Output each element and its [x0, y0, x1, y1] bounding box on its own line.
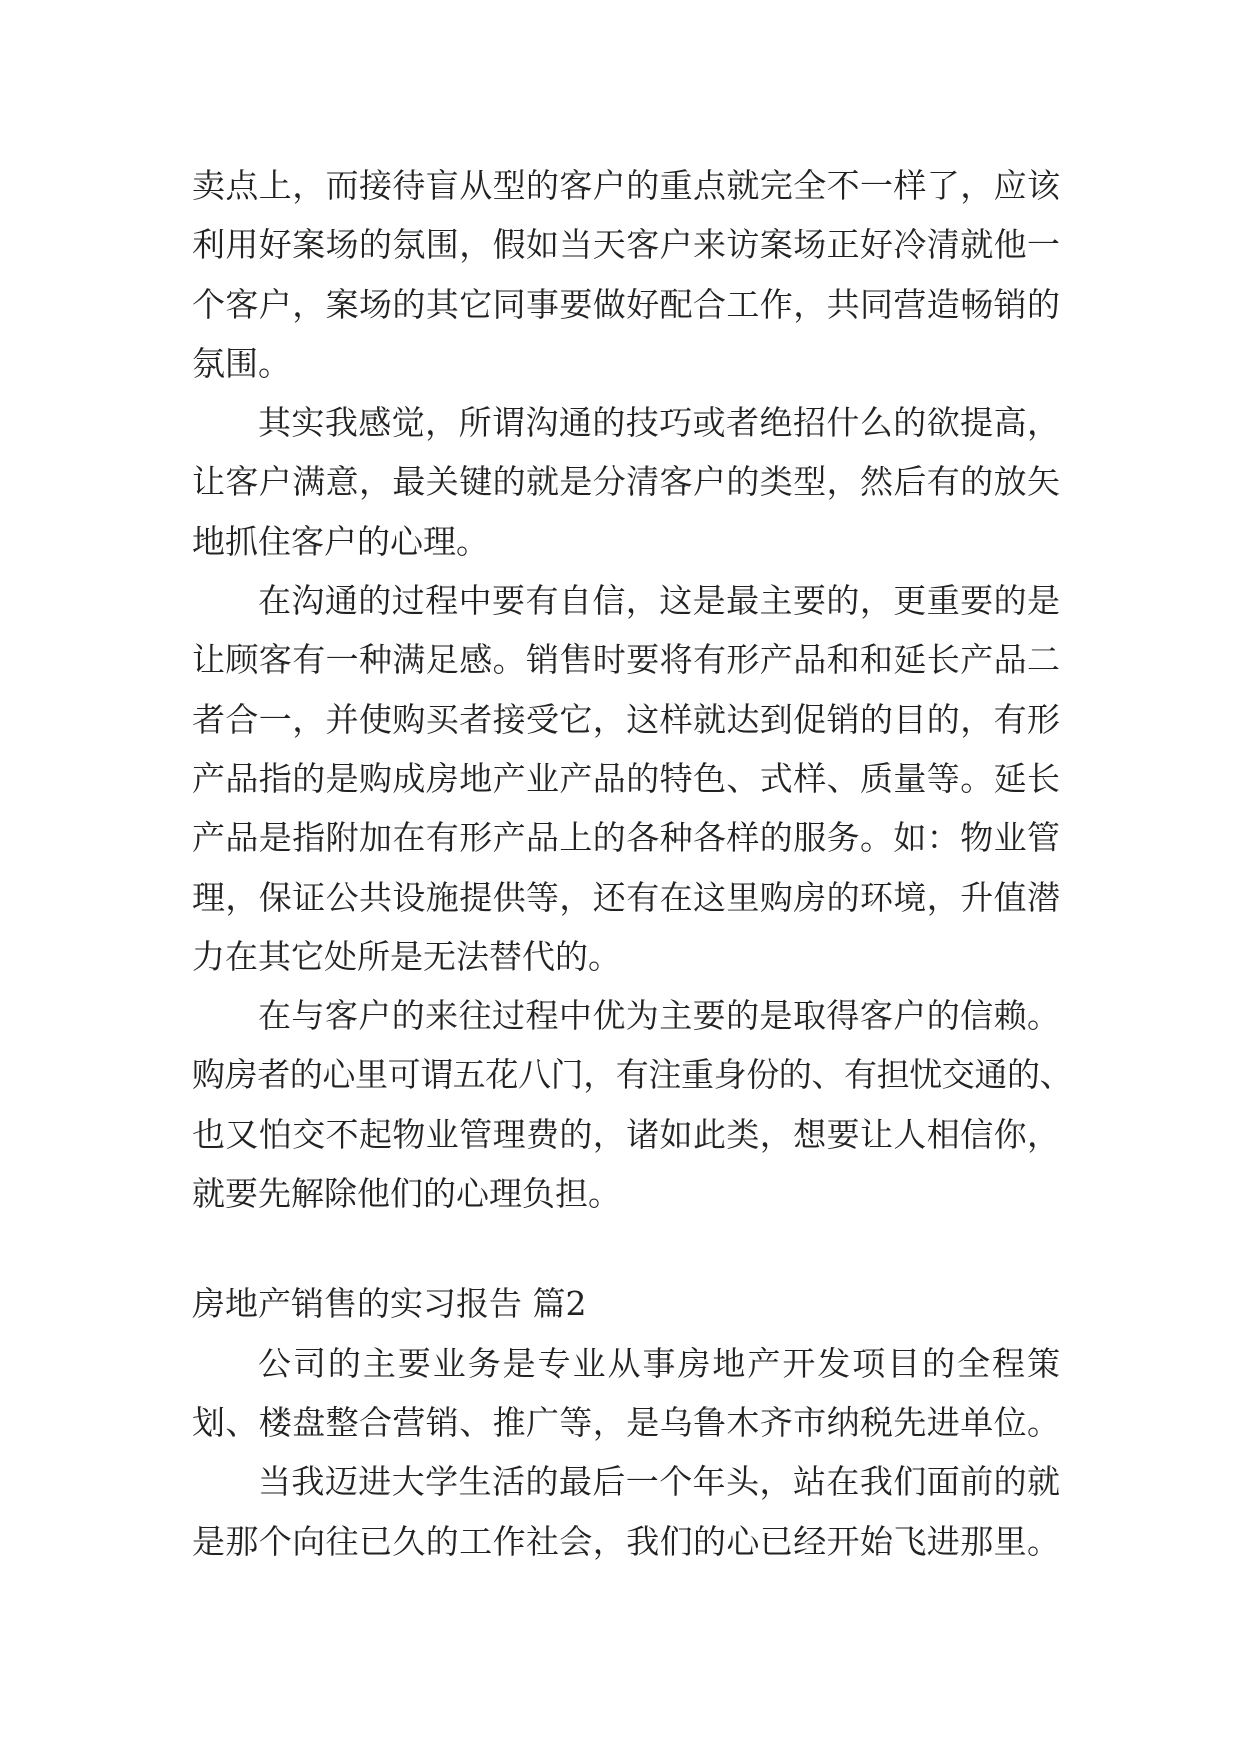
paragraph-line: 力在其它处所是无法替代的。: [192, 936, 621, 976]
paragraph-line: 让客户满意，最关键的就是分清客户的类型，然后有的放矢: [192, 462, 1060, 502]
paragraph: [192, 393, 1060, 571]
paragraph-line: 利用好案场的氛围，假如当天客户来访案场正好冷清就他一: [192, 225, 1060, 265]
paragraph-line: 其实我感觉，所谓沟通的技巧或者绝招什么的欲提高，: [258, 403, 1060, 443]
paragraph-line: 让顾客有一种满足感。销售时要将有形产品和和延长产品二: [192, 640, 1060, 680]
paragraph-line: 公司的主要业务是专业从事房地产开发项目的全程策: [258, 1343, 1060, 1383]
section-heading: 房地产销售的实习报告 篇2: [192, 1284, 587, 1324]
paragraph-line: 氛围。: [192, 343, 291, 383]
paragraph-line: 也又怕交不起物业管理费的，诸如此类，想要让人相信你，: [192, 1114, 1060, 1154]
paragraph-line: 者合一，并使购买者接受它，这样就达到促销的目的，有形: [192, 699, 1060, 739]
paragraph-line: 卖点上，而接待盲从型的客户的重点就完全不一样了，应该: [192, 166, 1060, 205]
paragraph-line: 在沟通的过程中要有自信，这是最主要的，更重要的是: [258, 581, 1060, 621]
paragraph: [192, 1334, 1060, 1453]
document-body: [192, 156, 1073, 1571]
paragraph-line: 当我迈进大学生活的最后一个年头，站在我们面前的就: [258, 1462, 1060, 1502]
paragraph-line: 就要先解除他们的心理负担。: [192, 1174, 621, 1214]
paragraph-line: 理，保证公共设施提供等，还有在这里购房的环境，升值潜: [192, 877, 1060, 917]
paragraph-line: 个客户，案场的其它同事要做好配合工作，共同营造畅销的: [192, 284, 1060, 324]
paragraph: [192, 1452, 1060, 1571]
paragraph-line: 划、楼盘整合营销、推广等，是乌鲁木齐市纳税先进单位。: [192, 1402, 1060, 1442]
paragraph-line: 产品指的是购成房地产业产品的特色、式样、质量等。延长: [192, 758, 1060, 798]
paragraph-line: 在与客户的来往过程中优为主要的是取得客户的信赖。: [258, 996, 1060, 1036]
paragraph-line: 购房者的心里可谓五花八门，有注重身份的、有担忧交通的、: [192, 1055, 1073, 1095]
paragraph: [192, 571, 1060, 986]
paragraph-line: 是那个向往已久的工作社会，我们的心已经开始飞进那里。: [192, 1521, 1060, 1561]
paragraph: [192, 156, 1060, 393]
paragraph-line: 产品是指附加在有形产品上的各种各样的服务。如：物业管: [192, 818, 1060, 858]
paragraph: [192, 986, 1073, 1223]
paragraph-line: 地抓住客户的心理。: [192, 521, 489, 561]
